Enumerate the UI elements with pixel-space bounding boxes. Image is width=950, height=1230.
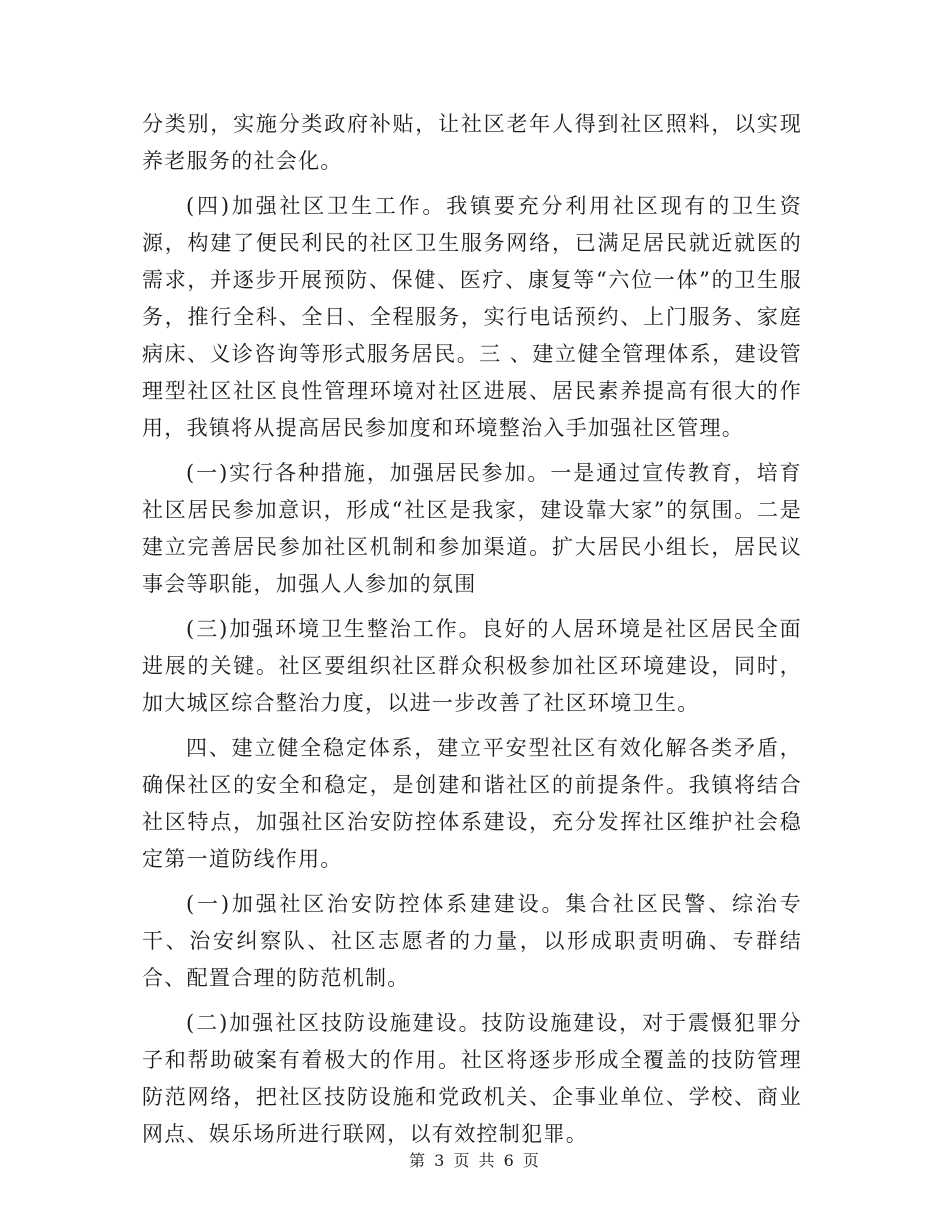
paragraph-resident-participation: (一)实行各种措施，加强居民参加。一是通过宣传教育，培育社区居民参加意识，形成“社区是我家，建设靠大家”的氛围。二是建立完善居民参加社区机制和参加渠道。扩大居民小组长，居民议事会等职能，加强人人参加的氛围	[142, 461, 802, 596]
paragraph-technical-defense: (二)加强社区技防设施建设。技防设施建设，对于震慑犯罪分子和帮助破案有着极大的作用。社区将逐步形成全覆盖的技防管理防范网络，把社区技防设施和党政机关、企事业单位、学校、商业网点、娱乐场所进行联网，以有效控制犯罪。	[142, 1011, 802, 1146]
document-body	[142, 106, 802, 1161]
page-number-footer: 第 3 页 共 6 页	[409, 1151, 541, 1170]
paragraph-security-prevention: (一)加强社区治安防控体系建建设。集合社区民警、综治专干、治安纠察队、社区志愿者的力量，以形成职责明确、专群结合、配置合理的防范机制。	[142, 892, 802, 990]
paragraph-environment: (三)加强环境卫生整治工作。良好的人居环境是社区居民全面进展的关键。社区要组织社区群众积极参加社区环境建设，同时，加大城区综合整治力度，以进一步改善了社区环境卫生。	[142, 617, 802, 715]
paragraph-stability-system: 四、建立健全稳定体系，建立平安型社区有效化解各类矛盾，确保社区的安全和稳定，是创建和谐社区的前提条件。我镇将结合社区特点，加强社区治安防控体系建设，充分发挥社区维护社会稳定第一道防线作用。	[142, 736, 802, 871]
paragraph-community-health: (四)加强社区卫生工作。我镇要充分利用社区现有的卫生资源，构建了便民利民的社区卫生服务网络，已满足居民就近就医的需求，并逐步开展预防、保健、医疗、康复等“六位一体”的卫生服务，推行全科、全日、全程服务，实行电话预约、上门服务、家庭病床、义诊咨询等形式服务居民。三 、建立健全管理体系，建设管理型社区社区良性管理环境对社区进展、居民素养提高有很大的作用，我镇将从提高居民参加度和环境整治入手加强社区管理。	[142, 194, 802, 440]
paragraph-continuation: 分类别，实施分类政府补贴，让社区老年人得到社区照料，以实现养老服务的社会化。	[142, 112, 802, 173]
